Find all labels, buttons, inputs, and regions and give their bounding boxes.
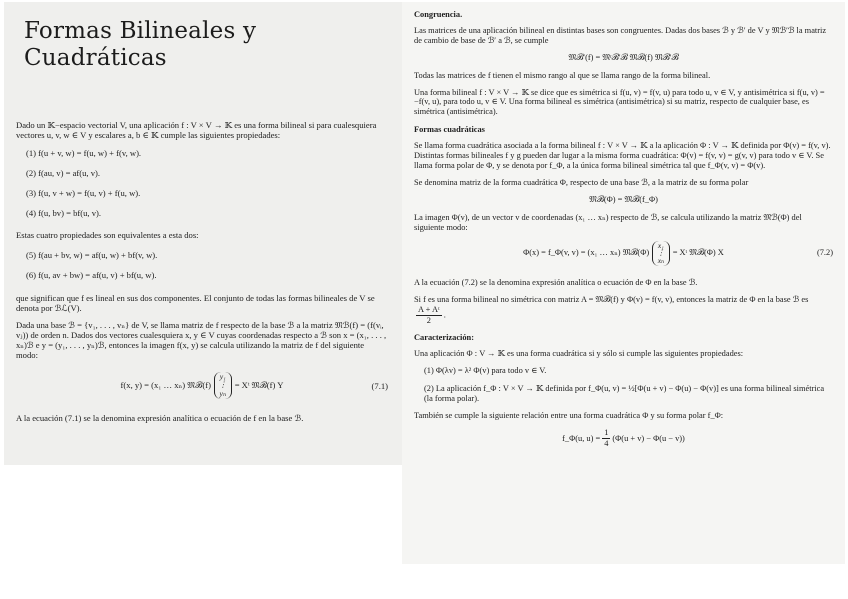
quadratic-matrix-text: Se denomina matriz de la forma cuadrática Φ, respecto de una base ℬ, a la matriz de su forma polar: [414, 177, 749, 187]
congruence-equation: 𝔐ℬ′(f) = 𝔐ᵗℬ′ℬ 𝔐ℬ(f) 𝔐ℬ′ℬ: [568, 52, 679, 62]
fraction: [416, 305, 442, 326]
fraction-denominator: 4: [604, 439, 609, 449]
vector-entry: yₙ: [219, 388, 227, 398]
polar-rhs: (Φ(u + v) − Φ(u − v)): [612, 433, 685, 443]
column-vector-y: [214, 372, 232, 398]
characterization-item-2: (2) La aplicación f_Φ : V × V → 𝕂 definida por f_Φ(u, v) = ½[Φ(u + v) − Φ(u) − Φ(v)] es una forma bilineal simétrica (la forma polar).: [424, 383, 825, 403]
equation-number: (7.1): [371, 380, 388, 391]
analytic-expression-note: A la ecuación (7.2) se la denomina expresión analítica o ecuación de Φ en la base ℬ.: [414, 278, 698, 288]
polar-equation: [414, 428, 833, 449]
equation-rhs: = Xᵗ 𝔐ℬ(f) Y: [234, 380, 284, 391]
property-1: (1) f(u + v, w) = f(u, w) + f(v, w).: [26, 147, 142, 158]
characterization-item-1: (1) Φ(λv) = λ² Φ(v) para todo v ∈ V.: [424, 365, 547, 375]
equation-lhs: Φ(x) = f_Φ(v, v) = (x₁ … xₙ) 𝔐ℬ(Φ): [523, 248, 650, 258]
property-6: (6) f(u, av + bw) = af(u, v) + bf(u, w).: [26, 270, 157, 281]
characterization-heading: Caracterización:: [414, 332, 474, 342]
nonsymmetric-text: Si f es una forma bilineal no simétrica con matriz A = 𝔐ℬ(f) y Φ(v) = f(v, v), entonces la matriz de Φ en la base ℬ es: [414, 295, 809, 305]
fraction: [602, 428, 610, 449]
meaning-paragraph: que significan que f es lineal en sus dos componentes. El conjunto de todas las formas bilineales de V se denota por ℬℒ(V).: [16, 292, 375, 313]
vector-entry: x₁: [657, 240, 664, 250]
left-page: [4, 2, 402, 465]
quadratic-forms-heading: Formas cuadráticas: [414, 125, 485, 135]
quadratic-matrix-equation: 𝔐ℬ(Φ) = 𝔐ℬ(f_Φ): [589, 194, 658, 204]
fraction-denominator: 2: [426, 316, 431, 326]
image-paragraph: La imagen Φ(v), de un vector v de coordenadas (x₁ … xₙ) respecto de ℬ, se calcula utilizando la matriz 𝔐ℬ(Φ) del siguiente modo:: [414, 212, 802, 232]
congruence-text: Las matrices de una aplicación bilineal en distintas bases son congruentes. Dadas dos bases ℬ y ℬ′ de V y 𝔐ℬ′ℬ la matriz de cambio de base de ℬ′ a ℬ, se cumple: [414, 25, 827, 45]
nonsymmetric-paragraph: Si f es una forma bilineal no simétrica con matriz A = 𝔐ℬ(f) y Φ(v) = f(v, v), entonces la matriz de Φ en la base ℬ es $\frac{\text{A + Aᵗ}}{2}$ .: [414, 295, 809, 326]
polar-relation-text: También se cumple la siguiente relación entre una forma cuadrática Φ y su forma polar f_Φ:: [414, 411, 724, 421]
column-vector-x: [652, 241, 670, 267]
equation-number: (7.2): [816, 248, 833, 258]
page-title: Formas Bilineales y Cuadráticas: [24, 18, 257, 72]
intro-paragraph: Dado un 𝕂−espacio vectorial V, una aplicación f : V × V → 𝕂 es una forma bilineal si para cualesquiera vectores u, v, w ∈ V y escalares a, b ∈ 𝕂 cumple las siguientes propiedades:: [16, 120, 377, 141]
vector-entry: xₙ: [657, 256, 665, 266]
quadratic-definition: Se llama forma cuadrática asociada a la forma bilineal f : V × V → 𝕂 a la aplicación Φ : V → 𝕂 definida por Φ(v) = f(v, v). Distintas formas bilineales f y g pueden dar lugar a la misma forma cuadrática: Φ(v) = f(v, v) = g(v, v) para todo v ∈ V. Se llama forma polar de Φ, y se denota por f_Φ, a la única forma bilineal simétrica tal que f_Φ(v, v) = Φ(v).: [414, 141, 831, 170]
equation-rhs: = Xᵗ 𝔐ℬ(Φ) X: [672, 248, 724, 258]
fraction-numerator: A + Aᵗ: [418, 305, 440, 315]
vector-entry: y₁: [219, 372, 226, 382]
property-5: (5) f(au + bv, w) = af(u, w) + bf(v, w).: [26, 250, 158, 261]
congruence-heading: Congruencia.: [414, 10, 463, 19]
characterization-text: Una aplicación Φ : V → 𝕂 es una forma cuadrática si y sólo si cumple las siguientes propiedades:: [414, 348, 744, 358]
equation-lhs: f(x, y) = (x₁ … xₙ) 𝔐ℬ(f): [120, 380, 211, 391]
vector-entry: ⋮: [657, 248, 665, 258]
fraction-numerator: 1: [604, 428, 609, 438]
equivalence-text: Estas cuatro propiedades son equivalentes a esta dos:: [16, 230, 199, 241]
property-list-1: [16, 148, 388, 219]
rank-paragraph: Todas las matrices de f tienen el mismo rango al que se llama rango de la forma bilineal.: [414, 70, 711, 80]
analytic-expression-note: A la ecuación (7.1) se la denomina expresión analítica o ecuación de f en la base ℬ.: [16, 412, 304, 423]
right-page: [402, 2, 845, 564]
equation-7-2: [414, 241, 833, 267]
symmetric-paragraph: Una forma bilineal f : V × V → 𝕂 se dice que es simétrica si f(u, v) = f(v, u) para todo u, v ∈ V, y antisimétrica si f(u, v) = −f(v, u), para todo u, v ∈ V. Una forma bilineal es simétrica (antisimétrica) si su matriz, respecto de cualquier base, es simétrica (antisimétrica).: [414, 87, 825, 117]
equation-7-1: [16, 372, 388, 398]
vector-entry: ⋮: [218, 380, 227, 390]
property-3: (3) f(u, v + w) = f(u, v) + f(u, w).: [26, 187, 141, 198]
property-2: (2) f(au, v) = af(u, v).: [26, 167, 101, 178]
property-4: (4) f(u, bv) = bf(u, v).: [26, 207, 102, 218]
basis-paragraph: Dada una base ℬ = {v₁, . . . , vₙ} de V, se llama matriz de f respecto de la base ℬ a la matriz 𝔐ℬ(f) = (f(vᵢ, vⱼ)) de orden n. Dados dos vectores cualesquiera x, y ∈ V cuyas coordenadas respecto a ℬ son x = (x₁, . . . , xₙ)ℬ e y = (y₁, . . . , yₙ)ℬ, entonces la imagen f(x, y) se calcula utilizando la matriz de f del siguiente modo:: [16, 319, 387, 361]
polar-lhs: f_Φ(u, u) =: [562, 433, 601, 443]
